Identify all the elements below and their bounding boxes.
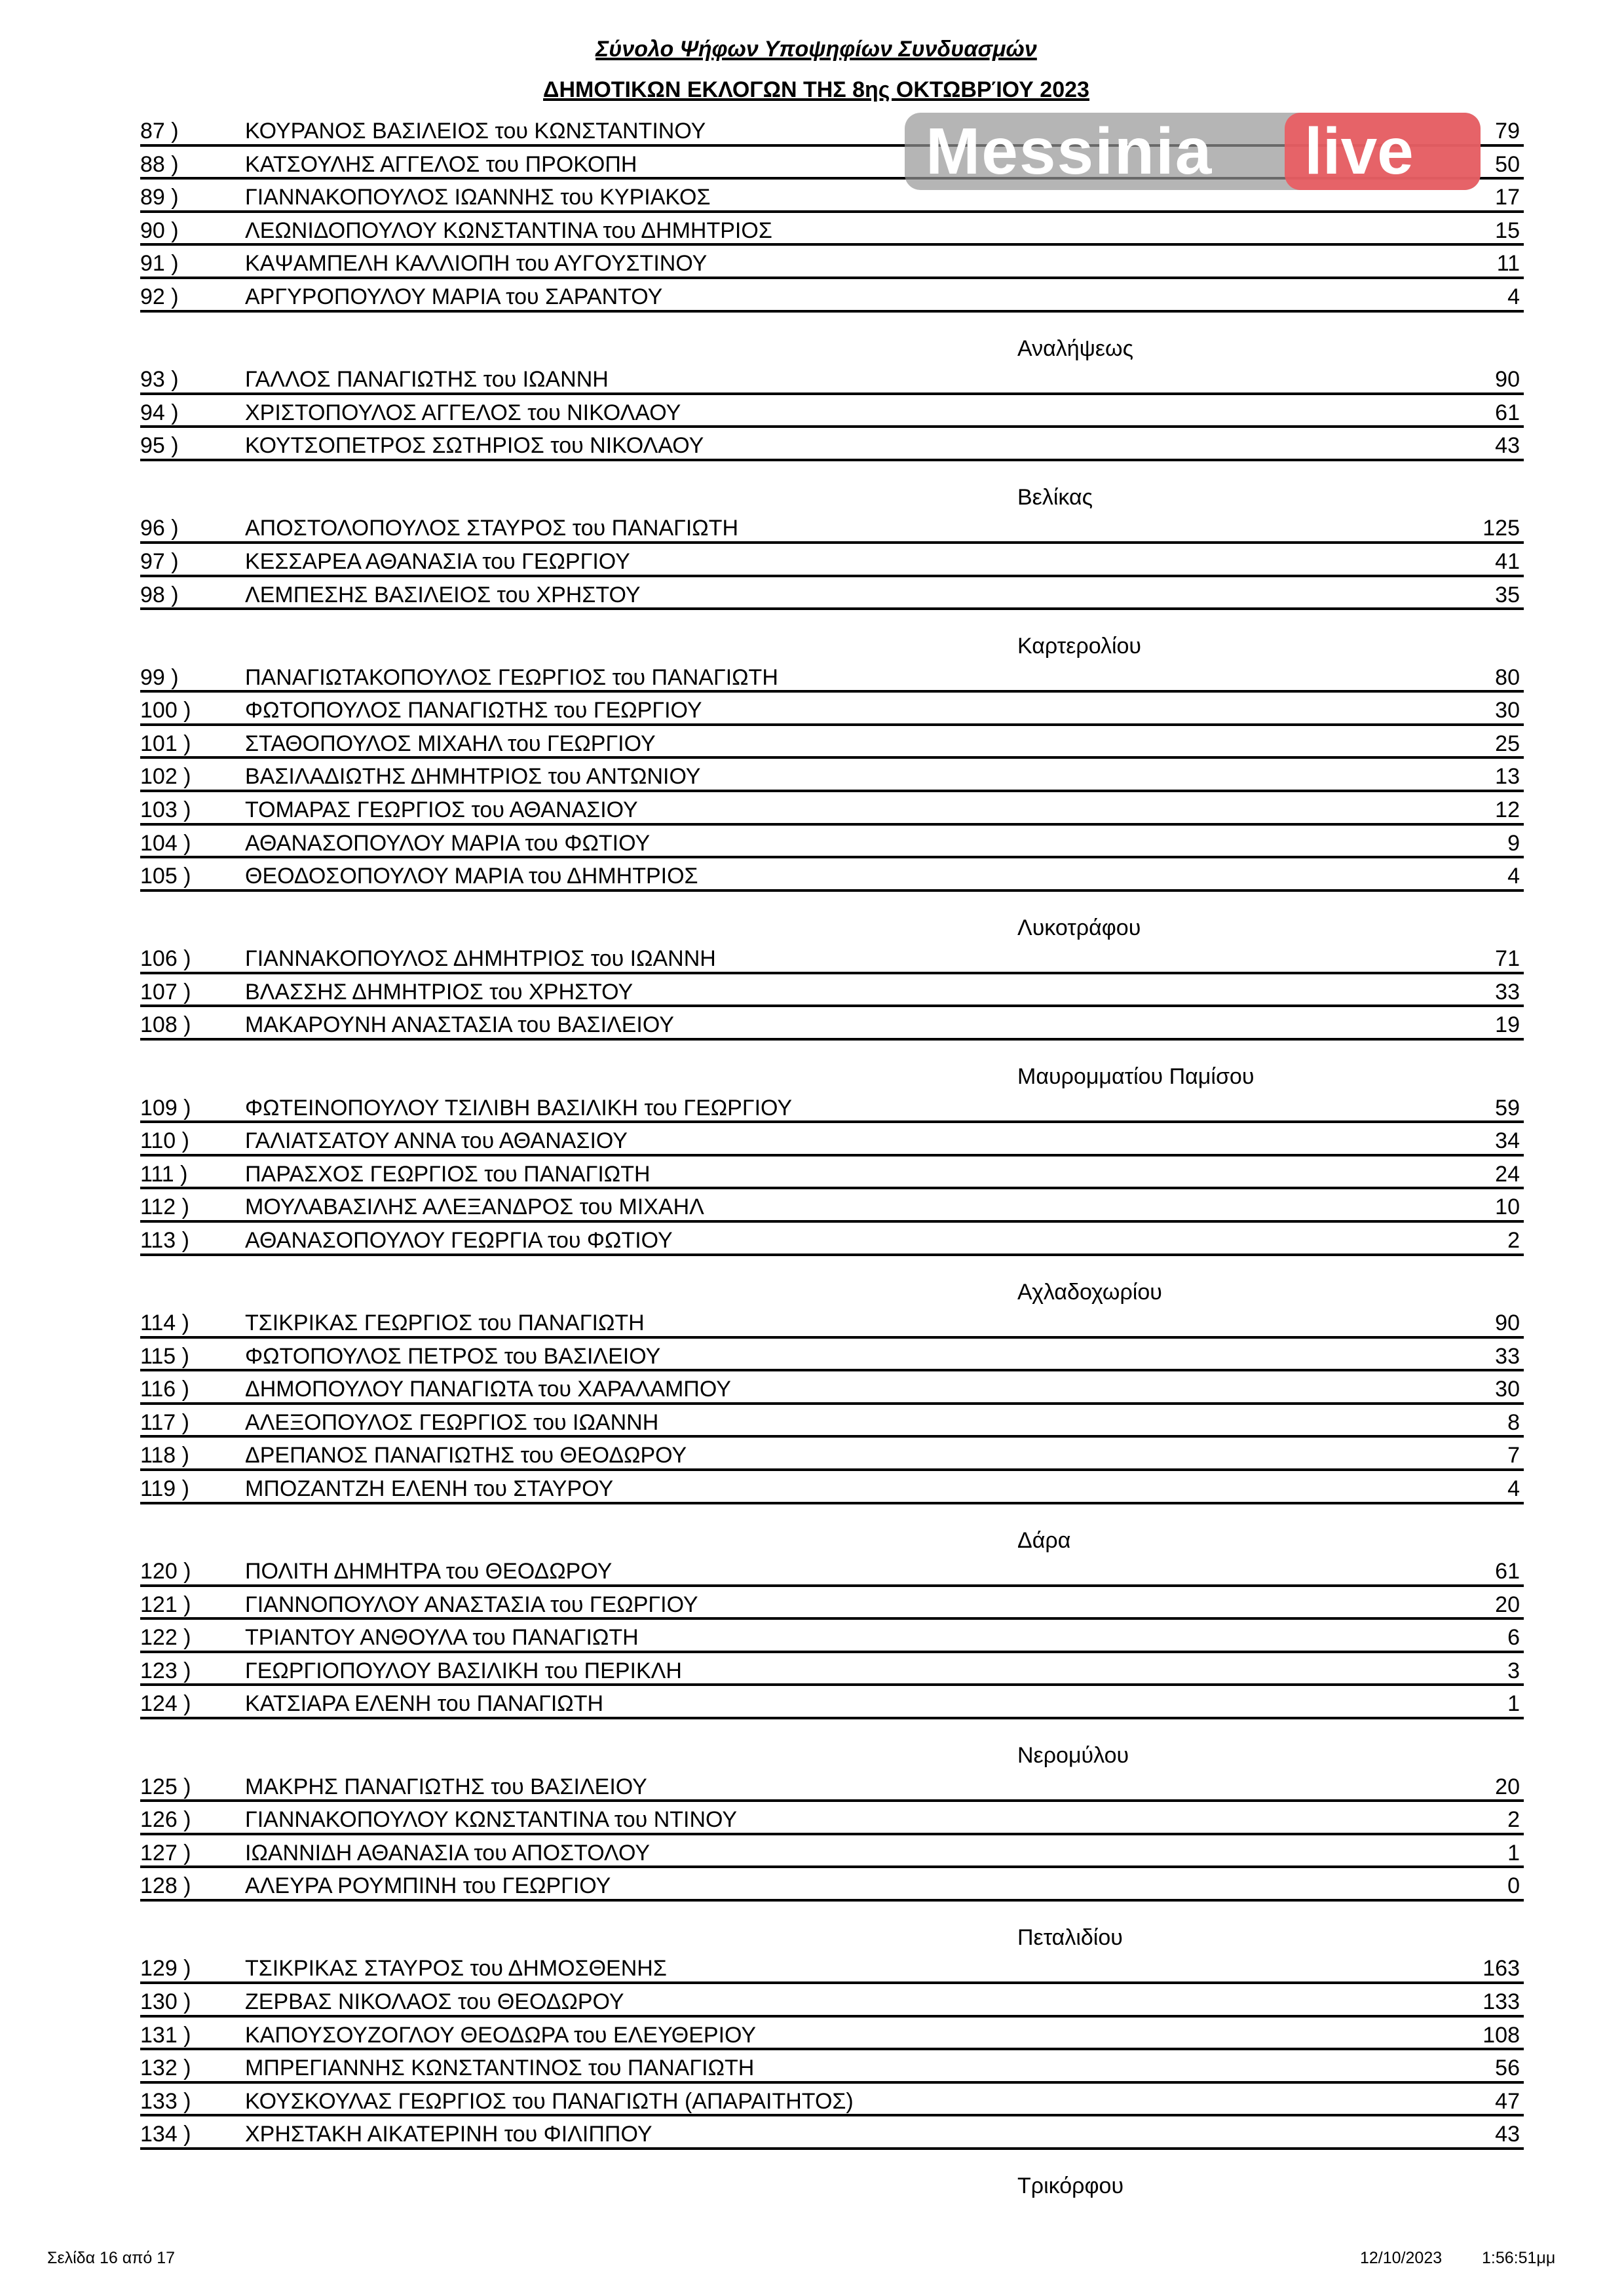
candidate-row [140, 1007, 1524, 1041]
candidate-number: 91 ) [140, 251, 179, 277]
vote-count: 61 [1495, 400, 1520, 425]
messinia-live-watermark-logo [905, 113, 1481, 190]
section-title: Τρικόρφου [1017, 2173, 1124, 2198]
section-title: Μαυρομματίου Παμίσου [1017, 1064, 1255, 1090]
vote-count: 8 [1507, 1409, 1520, 1435]
candidate-row [140, 1305, 1524, 1339]
candidate-row [140, 759, 1524, 792]
candidate-number: 104 ) [140, 830, 191, 856]
candidate-row [140, 213, 1524, 246]
watermark-text: Messinia [926, 115, 1213, 188]
candidate-name: ΓΕΩΡΓΙΟΠΟΥΛΟΥ ΒΑΣΙΛΙΚΗ του ΠΕΡΙΚΛΗ [245, 1658, 682, 1683]
candidate-name: ΜΟΥΛΑΒΑΣΙΛΗΣ ΑΛΕΞΑΝΔΡΟΣ του ΜΙΧΑΗΛ [245, 1195, 704, 1220]
vote-count: 33 [1495, 979, 1520, 1004]
section-header [140, 1256, 1524, 1306]
candidate-name: ΚΑΤΣΙΑΡΑ ΕΛΕΝΗ του ΠΑΝΑΓΙΩΤΗ [245, 1691, 604, 1717]
candidate-row [140, 1123, 1524, 1157]
candidate-number: 131 ) [140, 2022, 191, 2048]
candidate-row [140, 1223, 1524, 1256]
candidate-name: ΑΠΟΣΤΟΛΟΠΟΥΛΟΣ ΣΤΑΥΡΟΣ του ΠΑΝΑΓΙΩΤΗ [245, 516, 739, 541]
candidate-row [140, 660, 1524, 693]
vote-count: 35 [1495, 582, 1520, 607]
vote-count: 1 [1507, 1840, 1520, 1866]
section-title: Νερομύλου [1017, 1743, 1129, 1769]
candidate-number: 87 ) [140, 119, 179, 144]
candidate-name: ΣΤΑΘΟΠΟΥΛΟΣ ΜΙΧΑΗΛ του ΓΕΩΡΓΙΟΥ [245, 731, 656, 756]
candidate-name: ΛΕΜΠΕΣΗΣ ΒΑΣΙΛΕΙΟΣ του ΧΡΗΣΤΟΥ [245, 582, 641, 607]
candidate-name: ΦΩΤΟΠΟΥΛΟΣ ΠΕΤΡΟΣ του ΒΑΣΙΛΕΙΟΥ [245, 1343, 661, 1369]
vote-count: 24 [1495, 1161, 1520, 1187]
vote-count: 34 [1495, 1128, 1520, 1154]
section-title: Πεταλιδίου [1017, 1924, 1123, 1950]
candidate-number: 125 ) [140, 1774, 191, 1799]
vote-count: 6 [1507, 1625, 1520, 1651]
vote-count: 20 [1495, 1774, 1520, 1799]
candidate-number: 134 ) [140, 2122, 191, 2147]
watermark-live-badge [1285, 113, 1481, 190]
candidate-row [140, 974, 1524, 1008]
candidate-name: ΜΑΚΑΡΟΥΝΗ ΑΝΑΣΤΑΣΙΑ του ΒΑΣΙΛΕΙΟΥ [245, 1012, 674, 1038]
vote-count: 80 [1495, 664, 1520, 690]
candidate-row [140, 1951, 1524, 1984]
candidate-number: 107 ) [140, 979, 191, 1004]
candidate-number: 118 ) [140, 1443, 189, 1468]
candidate-row [140, 2116, 1524, 2150]
candidate-row [140, 1090, 1524, 1124]
vote-count: 0 [1507, 1873, 1520, 1899]
candidate-number: 111 ) [140, 1161, 188, 1187]
candidate-number: 89 ) [140, 185, 179, 210]
section-header [140, 313, 1524, 362]
vote-count: 108 [1482, 2022, 1520, 2048]
candidate-number: 97 ) [140, 548, 179, 574]
candidate-row [140, 428, 1524, 461]
candidate-number: 100 ) [140, 698, 191, 723]
candidate-row [140, 1471, 1524, 1504]
candidate-number: 122 ) [140, 1625, 191, 1651]
candidate-row [140, 1686, 1524, 1719]
candidate-number: 101 ) [140, 731, 191, 756]
candidate-name: ΚΟΥΤΣΟΠΕΤΡΟΣ ΣΩΤΗΡΙΟΣ του ΝΙΚΟΛΑΟΥ [245, 433, 704, 459]
print-time: 1:56:51μμ [1482, 2249, 1556, 2267]
candidate-number: 109 ) [140, 1095, 191, 1120]
candidate-number: 93 ) [140, 367, 179, 392]
section-header [140, 1504, 1524, 1554]
vote-count: 163 [1482, 1956, 1520, 1981]
section-header [140, 1719, 1524, 1769]
vote-count: 12 [1495, 797, 1520, 822]
vote-count: 90 [1495, 1311, 1520, 1336]
candidate-row [140, 1438, 1524, 1471]
candidate-row [140, 246, 1524, 279]
vote-count: 1 [1507, 1691, 1520, 1717]
candidate-row [140, 1554, 1524, 1587]
section-header [140, 2150, 1524, 2200]
candidate-name: ΓΙΑΝΝΑΚΟΠΟΥΛΟΣ ΙΩΑΝΝΗΣ του ΚΥΡΙΑΚΟΣ [245, 185, 711, 210]
candidate-name: ΑΘΑΝΑΣΟΠΟΥΛΟΥ ΜΑΡΙΑ του ΦΩΤΙΟΥ [245, 830, 651, 856]
candidate-number: 117 ) [140, 1409, 189, 1435]
vote-count: 17 [1495, 185, 1520, 210]
candidate-name: ΜΑΚΡΗΣ ΠΑΝΑΓΙΩΤΗΣ του ΒΑΣΙΛΕΙΟΥ [245, 1774, 647, 1799]
candidate-name: ΔΡΕΠΑΝΟΣ ΠΑΝΑΓΙΩΤΗΣ του ΘΕΟΔΩΡΟΥ [245, 1443, 687, 1468]
vote-count: 3 [1507, 1658, 1520, 1683]
candidate-number: 94 ) [140, 400, 179, 425]
candidate-name: ΓΙΑΝΝΟΠΟΥΛΟΥ ΑΝΑΣΤΑΣΙΑ του ΓΕΩΡΓΙΟΥ [245, 1592, 698, 1617]
section-title: Αχλαδοχωρίου [1017, 1279, 1162, 1305]
candidate-name: ΧΡΗΣΤΑΚΗ ΑΙΚΑΤΕΡΙΝΗ του ΦΙΛΙΠΠΟΥ [245, 2122, 652, 2147]
vote-count: 90 [1495, 367, 1520, 392]
candidate-name: ΦΩΤΕΙΝΟΠΟΥΛΟΥ ΤΣΙΛΙΒΗ ΒΑΣΙΛΙΚΗ του ΓΕΩΡΓΙΟΥ [245, 1095, 793, 1120]
section-header [140, 610, 1524, 660]
candidate-number: 129 ) [140, 1956, 191, 1981]
candidate-row [140, 858, 1524, 892]
candidate-row [140, 1984, 1524, 2018]
candidate-name: ΖΕΡΒΑΣ ΝΙΚΟΛΑΟΣ του ΘΕΟΔΩΡΟΥ [245, 1989, 624, 2015]
candidate-number: 92 ) [140, 284, 179, 309]
candidate-name: ΠΑΝΑΓΙΩΤΑΚΟΠΟΥΛΟΣ ΓΕΩΡΓΙΟΣ του ΠΑΝΑΓΙΩΤΗ [245, 664, 778, 690]
candidate-number: 120 ) [140, 1559, 191, 1584]
candidate-row [140, 362, 1524, 395]
candidate-row [140, 1835, 1524, 1869]
vote-count: 59 [1495, 1095, 1520, 1120]
page-title: Σύνολο Ψήφων Υποψηφίων Συνδυασμών [595, 37, 1037, 62]
vote-count: 50 [1495, 151, 1520, 177]
candidate-number: 102 ) [140, 764, 191, 790]
candidate-name: ΤΣΙΚΡΙΚΑΣ ΓΕΩΡΓΙΟΣ του ΠΑΝΑΓΙΩΤΗ [245, 1311, 645, 1336]
vote-count: 20 [1495, 1592, 1520, 1617]
candidate-row [140, 544, 1524, 577]
candidate-name: ΚΑΨΑΜΠΕΛΗ ΚΑΛΛΙΟΠΗ του ΑΥΓΟΥΣΤΙΝΟΥ [245, 251, 708, 277]
vote-count: 43 [1495, 2122, 1520, 2147]
candidate-row [140, 1157, 1524, 1190]
candidate-row [140, 1405, 1524, 1438]
candidate-name: ΒΑΣΙΛΑΔΙΩΤΗΣ ΔΗΜΗΤΡΙΟΣ του ΑΝΤΩΝΙΟΥ [245, 764, 701, 790]
candidate-number: 130 ) [140, 1989, 191, 2015]
vote-count: 15 [1495, 218, 1520, 243]
vote-count: 19 [1495, 1012, 1520, 1038]
candidate-name: ΜΠΡΕΓΙΑΝΝΗΣ ΚΩΝΣΤΑΝΤΙΝΟΣ του ΠΑΝΑΓΙΩΤΗ [245, 2056, 755, 2081]
candidate-row [140, 1339, 1524, 1372]
candidate-name: ΓΑΛΙΑΤΣΑΤΟΥ ΑΝΝΑ του ΑΘΑΝΑΣΙΟΥ [245, 1128, 628, 1154]
candidate-name: ΔΗΜΟΠΟΥΛΟΥ ΠΑΝΑΓΙΩΤΑ του ΧΑΡΑΛΑΜΠΟΥ [245, 1377, 731, 1402]
vote-count: 2 [1507, 1807, 1520, 1833]
candidate-row [140, 577, 1524, 611]
candidate-row [140, 2018, 1524, 2051]
candidate-row [140, 1587, 1524, 1620]
page-number: Σελίδα 16 από 17 [47, 2249, 176, 2267]
candidate-number: 123 ) [140, 1658, 191, 1683]
vote-count: 79 [1495, 119, 1520, 144]
candidate-number: 116 ) [140, 1377, 189, 1402]
candidate-name: ΑΘΑΝΑΣΟΠΟΥΛΟΥ ΓΕΩΡΓΙΑ του ΦΩΤΙΟΥ [245, 1227, 673, 1253]
candidate-name: ΘΕΟΔΟΣΟΠΟΥΛΟΥ ΜΑΡΙΑ του ΔΗΜΗΤΡΙΟΣ [245, 864, 698, 889]
vote-count: 61 [1495, 1559, 1520, 1584]
section-title: Καρτερολίου [1017, 634, 1142, 659]
candidate-number: 98 ) [140, 582, 179, 607]
candidate-row [140, 1868, 1524, 1902]
print-date: 12/10/2023 [1360, 2249, 1443, 2267]
candidate-number: 110 ) [140, 1128, 189, 1154]
candidate-number: 115 ) [140, 1343, 189, 1369]
candidate-name: ΛΕΩΝΙΔΟΠΟΥΛΟΥ ΚΩΝΣΤΑΝΤΙΝΑ του ΔΗΜΗΤΡΙΟΣ [245, 218, 772, 243]
section-title: Δάρα [1017, 1527, 1071, 1553]
candidate-name: ΤΟΜΑΡΑΣ ΓΕΩΡΓΙΟΣ του ΑΘΑΝΑΣΙΟΥ [245, 797, 638, 822]
candidate-row [140, 826, 1524, 859]
candidate-row [140, 1653, 1524, 1687]
vote-count: 2 [1507, 1227, 1520, 1253]
candidate-name: ΑΛΕΞΟΠΟΥΛΟΣ ΓΕΩΡΓΙΟΣ του ΙΩΑΝΝΗ [245, 1409, 659, 1435]
vote-count: 30 [1495, 698, 1520, 723]
candidate-number: 132 ) [140, 2056, 191, 2081]
vote-count: 71 [1495, 946, 1520, 972]
candidate-row [140, 1769, 1524, 1803]
candidate-name: ΜΠΟΖΑΝΤΖΗ ΕΛΕΝΗ του ΣΤΑΥΡΟΥ [245, 1476, 614, 1501]
candidate-name: ΓΙΑΝΝΑΚΟΠΟΥΛΟΥ ΚΩΝΣΤΑΝΤΙΝΑ του ΝΤΙΝΟΥ [245, 1807, 738, 1833]
candidate-number: 121 ) [140, 1592, 191, 1617]
candidate-number: 88 ) [140, 151, 179, 177]
candidate-name: ΚΟΥΡΑΝΟΣ ΒΑΣΙΛΕΙΟΣ του ΚΩΝΣΤΑΝΤΙΝΟΥ [245, 119, 706, 144]
candidate-name: ΑΛΕΥΡΑ ΡΟΥΜΠΙΝΗ του ΓΕΩΡΓΙΟΥ [245, 1873, 611, 1899]
vote-count: 30 [1495, 1377, 1520, 1402]
candidate-name: ΠΟΛΙΤΗ ΔΗΜΗΤΡΑ του ΘΕΟΔΩΡΟΥ [245, 1559, 613, 1584]
candidate-name: ΚΕΣΣΑΡΕΑ ΑΘΑΝΑΣΙΑ του ΓΕΩΡΓΙΟΥ [245, 548, 630, 574]
section-title: Βελίκας [1017, 484, 1093, 510]
watermark-live-text: live [1304, 115, 1414, 188]
candidate-row [140, 726, 1524, 759]
candidate-number: 128 ) [140, 1873, 191, 1899]
vote-count: 125 [1482, 516, 1520, 541]
candidate-row [140, 1371, 1524, 1405]
candidate-name: ΤΡΙΑΝΤΟΥ ΑΝΘΟΥΛΑ του ΠΑΝΑΓΙΩΤΗ [245, 1625, 639, 1651]
candidate-row [140, 395, 1524, 429]
candidate-name: ΒΛΑΣΣΗΣ ΔΗΜΗΤΡΙΟΣ του ΧΡΗΣΤΟΥ [245, 979, 633, 1004]
candidate-name: ΑΡΓΥΡΟΠΟΥΛΟΥ ΜΑΡΙΑ του ΣΑΡΑΝΤΟΥ [245, 284, 663, 309]
candidate-name: ΚΑΠΟΥΣΟΥΖΟΓΛΟΥ ΘΕΟΔΩΡΑ του ΕΛΕΥΘΕΡΙΟΥ [245, 2022, 757, 2048]
candidate-number: 106 ) [140, 946, 191, 972]
section-header [140, 892, 1524, 942]
candidate-name: ΧΡΙΣΤΟΠΟΥΛΟΣ ΑΓΓΕΛΟΣ του ΝΙΚΟΛΑΟΥ [245, 400, 681, 425]
vote-count: 25 [1495, 731, 1520, 756]
candidate-number: 124 ) [140, 1691, 191, 1717]
vote-count: 11 [1496, 251, 1520, 277]
vote-count: 133 [1482, 1989, 1520, 2015]
candidate-number: 119 ) [140, 1476, 189, 1501]
vote-count: 4 [1507, 284, 1520, 309]
candidate-number: 113 ) [140, 1227, 189, 1253]
candidate-name: ΚΑΤΣΟΥΛΗΣ ΑΓΓΕΛΟΣ του ΠΡΟΚΟΠΗ [245, 151, 637, 177]
vote-count: 4 [1507, 1476, 1520, 1501]
vote-count: 9 [1507, 830, 1520, 856]
vote-count: 56 [1495, 2056, 1520, 2081]
candidate-row [140, 279, 1524, 313]
candidate-row [140, 693, 1524, 726]
candidate-number: 95 ) [140, 433, 179, 459]
candidate-name: ΚΟΥΣΚΟΥΛΑΣ ΓΕΩΡΓΙΟΣ του ΠΑΝΑΓΙΩΤΗ (ΑΠΑΡΑΙΤΗΤΟΣ) [245, 2088, 854, 2114]
candidate-row [140, 1620, 1524, 1653]
section-header [140, 1041, 1524, 1090]
vote-count: 41 [1495, 548, 1520, 574]
section-title: Αναλήψεως [1017, 335, 1133, 361]
vote-count: 7 [1507, 1443, 1520, 1468]
candidate-name: ΓΙΑΝΝΑΚΟΠΟΥΛΟΣ ΔΗΜΗΤΡΙΟΣ του ΙΩΑΝΝΗ [245, 946, 716, 972]
vote-count: 4 [1507, 864, 1520, 889]
candidate-number: 103 ) [140, 797, 191, 822]
candidate-name: ΤΣΙΚΡΙΚΑΣ ΣΤΑΥΡΟΣ του ΔΗΜΟΣΘΕΝΗΣ [245, 1956, 667, 1981]
candidate-row [140, 2084, 1524, 2117]
candidate-name: ΦΩΤΟΠΟΥΛΟΣ ΠΑΝΑΓΙΩΤΗΣ του ΓΕΩΡΓΙΟΥ [245, 698, 702, 723]
candidate-number: 96 ) [140, 516, 179, 541]
candidate-name: ΓΑΛΛΟΣ ΠΑΝΑΓΙΩΤΗΣ του ΙΩΑΝΝΗ [245, 367, 609, 392]
section-header [140, 1902, 1524, 1951]
candidate-number: 127 ) [140, 1840, 191, 1866]
candidate-name: ΙΩΑΝΝΙΔΗ ΑΘΑΝΑΣΙΑ του ΑΠΟΣΤΟΛΟΥ [245, 1840, 651, 1866]
candidate-vote-list [140, 113, 1524, 2200]
candidate-number: 126 ) [140, 1807, 191, 1833]
candidate-number: 108 ) [140, 1012, 191, 1038]
candidate-row [140, 792, 1524, 826]
section-title: Λυκοτράφου [1017, 915, 1141, 940]
candidate-row [140, 2050, 1524, 2084]
vote-count: 10 [1495, 1195, 1520, 1220]
candidate-number: 105 ) [140, 864, 191, 889]
candidate-name: ΠΑΡΑΣΧΟΣ ΓΕΩΡΓΙΟΣ του ΠΑΝΑΓΙΩΤΗ [245, 1161, 651, 1187]
candidate-row [140, 1189, 1524, 1223]
section-header [140, 461, 1524, 511]
candidate-number: 99 ) [140, 664, 179, 690]
candidate-row [140, 941, 1524, 974]
candidate-number: 114 ) [140, 1311, 189, 1336]
vote-count: 43 [1495, 433, 1520, 459]
candidate-number: 133 ) [140, 2088, 191, 2114]
candidate-row [140, 510, 1524, 544]
candidate-row [140, 1802, 1524, 1835]
candidate-number: 112 ) [140, 1195, 189, 1220]
page-subtitle: ΔΗΜΟΤΙΚΩΝ ΕΚΛΟΓΩΝ ΤΗΣ 8ης ΟΚΤΩΒΡΊΟΥ 2023 [543, 77, 1089, 102]
vote-count: 33 [1495, 1343, 1520, 1369]
vote-count: 47 [1495, 2088, 1520, 2114]
vote-count: 13 [1495, 764, 1520, 790]
candidate-number: 90 ) [140, 218, 179, 243]
